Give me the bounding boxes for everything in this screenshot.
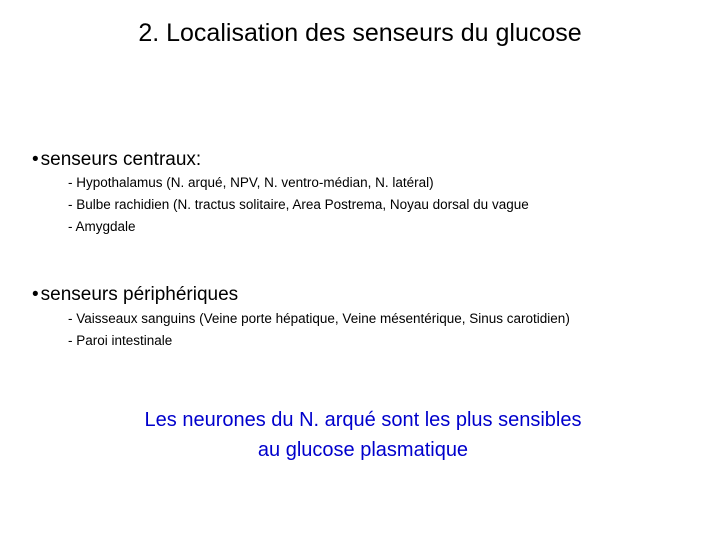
conclusion-line-2: au glucose plasmatique: [257, 439, 469, 461]
bullet-icon: •: [32, 284, 39, 305]
list-item: - Paroi intestinale: [68, 333, 173, 348]
section-heading-central: [32, 148, 201, 172]
slide-title: 2. Localisation des senseurs du glucose: [138, 19, 582, 47]
section-heading-label: senseurs centraux:: [40, 149, 202, 170]
conclusion-text: [0, 405, 720, 465]
section-heading-label: senseurs périphériques: [40, 284, 239, 305]
list-item: - Amygdale: [68, 219, 136, 234]
section-heading-peripheral: [32, 283, 238, 307]
bullet-icon: •: [32, 149, 39, 170]
peripheral-sensors-list: [68, 308, 570, 352]
central-sensors-list: [68, 172, 529, 238]
list-item: - Hypothalamus (N. arqué, NPV, N. ventro-médian, N. latéral): [68, 175, 434, 190]
list-item: - Vaisseaux sanguins (Veine porte hépatique, Veine mésentérique, Sinus carotidien): [68, 311, 570, 326]
list-item: - Bulbe rachidien (N. tractus solitaire, Area Postrema, Noyau dorsal du vague: [68, 197, 529, 212]
conclusion-line-1: Les neurones du N. arqué sont les plus sensibles: [144, 409, 582, 431]
